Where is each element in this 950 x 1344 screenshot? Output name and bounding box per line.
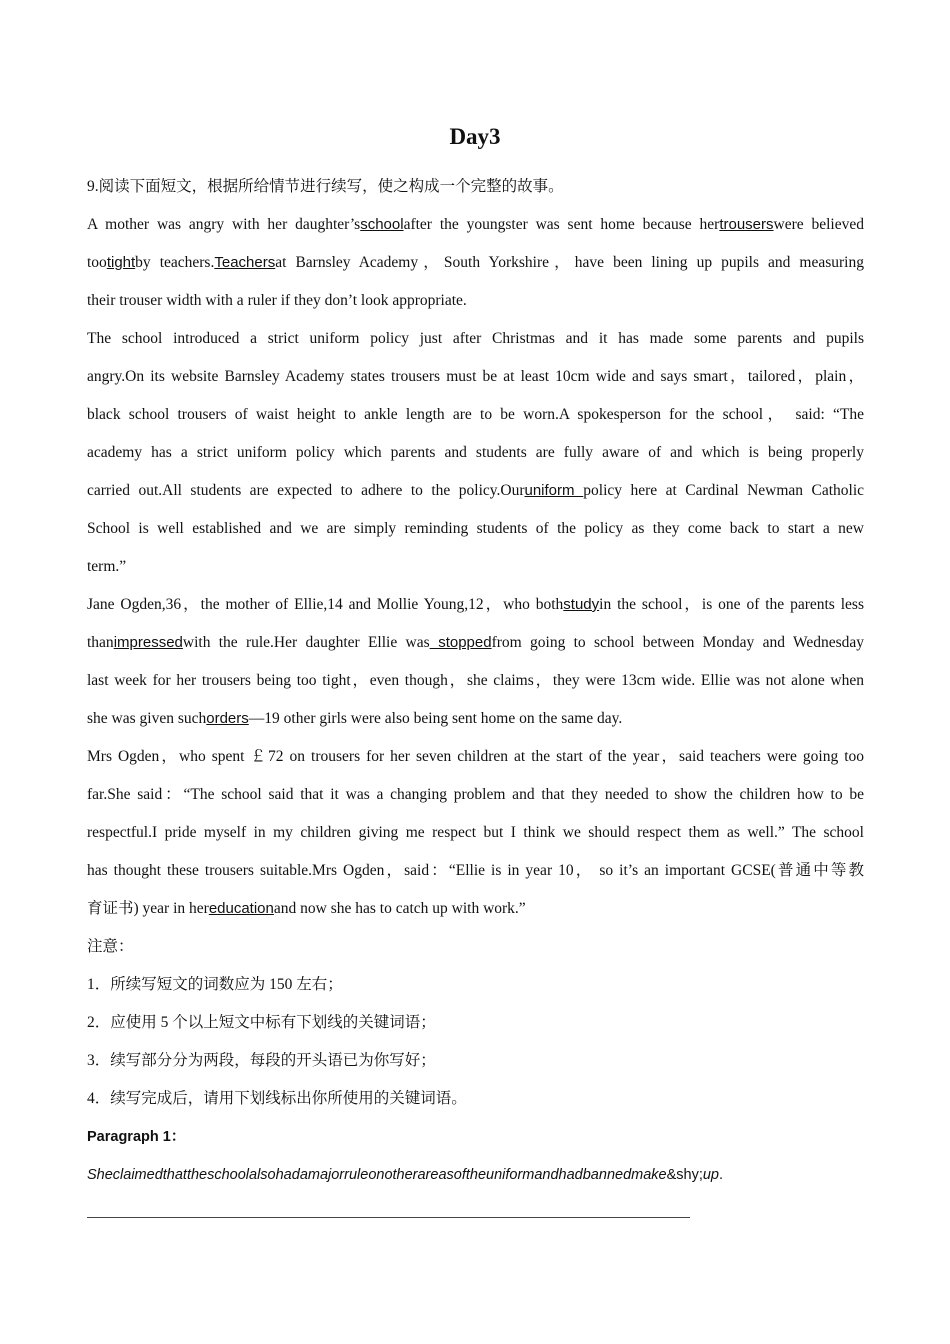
keyword-underlined: orders (206, 710, 249, 727)
passage-line: black school trousers of waist height to ankle length are to be worn.A spokesperson for the school， said: “The (87, 406, 864, 423)
keyword-underlined: trousers (719, 216, 774, 233)
passage-line (87, 472, 864, 510)
note-item: 3．续写部分分为两段，每段的开头语已为你写好； (87, 1052, 436, 1069)
page-title: Day3 (449, 124, 501, 149)
passage-line (87, 586, 864, 624)
text-run: after the youngster was sent home because her (403, 216, 720, 233)
passage-line: their trouser width with a ruler if they don’t look appropriate. (87, 292, 467, 309)
text-run: too (87, 254, 107, 271)
passage-line (87, 206, 864, 244)
text-run: with the rule.Her daughter Ellie was (182, 634, 430, 651)
text-run: &shy; (666, 1167, 703, 1183)
passage-line: last week for her trousers being too tight，even though，she claims，they were 13cm wide. Ellie was not alone when (87, 672, 864, 689)
text-run: 育证书) year in her (87, 900, 209, 917)
passage-line: respectful.I pride myself in my children giving me respect but I think we should respect them as well.” The school (87, 824, 864, 841)
text-run: Jane Ogden,36，the mother of Ellie,14 and Mollie Young,12，who both (87, 596, 564, 613)
passage-line: term.” (87, 558, 127, 575)
passage-line: academy has a strict uniform policy which parents and students are fully aware of and which is being properly (87, 444, 864, 461)
text-run: . (719, 1167, 724, 1183)
question-instruction: 9.阅读下面短文，根据所给情节进行续写，使之构成一个完整的故事。 (87, 178, 564, 195)
text-run: she was given such (87, 710, 207, 727)
keyword-underlined: impressed (113, 634, 183, 651)
passage-line: far.She said：“The school said that it was a changing problem and that they needed to show the children how to be (87, 786, 864, 803)
passage-line (87, 244, 864, 282)
text-run: Sheclaimedthattheschoolalsohadamajorruleonotherareasoftheuniformandhadbannedmake (87, 1167, 667, 1183)
note-item: 1．所续写短文的词数应为 150 左右； (87, 976, 343, 993)
note-item: 2．应使用 5 个以上短文中标有下划线的关键词语； (87, 1014, 436, 1031)
passage-line (87, 890, 864, 928)
passage-line: Mrs Ogden，who spent ￡72 on trousers for her seven children at the start of the year，said teachers were going too (87, 748, 864, 765)
text-run: were believed (773, 216, 864, 233)
passage-line: The school introduced a strict uniform policy just after Christmas and it has made some parents and pupils (87, 330, 864, 347)
text-run: in the school，is one of the parents less (599, 596, 864, 613)
passage-line: angry.On its website Barnsley Academy states trousers must be at least 10cm wide and says smart，tailored，plain， (87, 368, 864, 385)
keyword-underlined: tight (106, 254, 136, 271)
text-run: policy here at Cardinal Newman Catholic (583, 482, 864, 499)
passage-line: has thought these trousers suitable.Mrs Ogden，said：“Ellie is in year 10， so it’s an important GCSE(普通中等教 (87, 862, 864, 879)
paragraph-label: Paragraph 1： (87, 1129, 186, 1145)
text-run: up (702, 1167, 719, 1183)
keyword-underlined: uniform (524, 482, 584, 499)
keyword-underlined: school (360, 216, 404, 233)
note-item: 4．续写完成后，请用下划线标出你所使用的关键词语。 (87, 1090, 467, 1107)
passage-line: School is well established and we are simply reminding students of the policy as they come back to start a new (87, 520, 864, 537)
paragraph-opening-sentence (87, 1156, 864, 1194)
text-run: and now she has to catch up with work.” (273, 900, 526, 917)
text-run: A mother was angry with her daughter’s (87, 216, 361, 233)
text-run: from going to school between Monday and Wednesday (491, 634, 864, 651)
answer-writing-line[interactable] (87, 1217, 690, 1218)
passage-line (87, 700, 864, 738)
keyword-underlined: stopped (429, 634, 492, 651)
keyword-underlined: education (208, 900, 274, 917)
text-run: than (87, 634, 114, 651)
keyword-underlined: Teachers (214, 254, 276, 271)
text-run: —19 other girls were also being sent home on the same day. (248, 710, 623, 727)
passage-line (87, 624, 864, 662)
text-run: at Barnsley Academy，South Yorkshire，have been lining up pupils and measuring (275, 254, 864, 271)
text-run: by teachers. (135, 254, 215, 271)
document-body (87, 168, 864, 1194)
keyword-underlined: study (563, 596, 600, 613)
notes-heading: 注意： (87, 938, 134, 955)
text-run: carried out.All students are expected to adhere to the policy.Our (87, 482, 525, 499)
